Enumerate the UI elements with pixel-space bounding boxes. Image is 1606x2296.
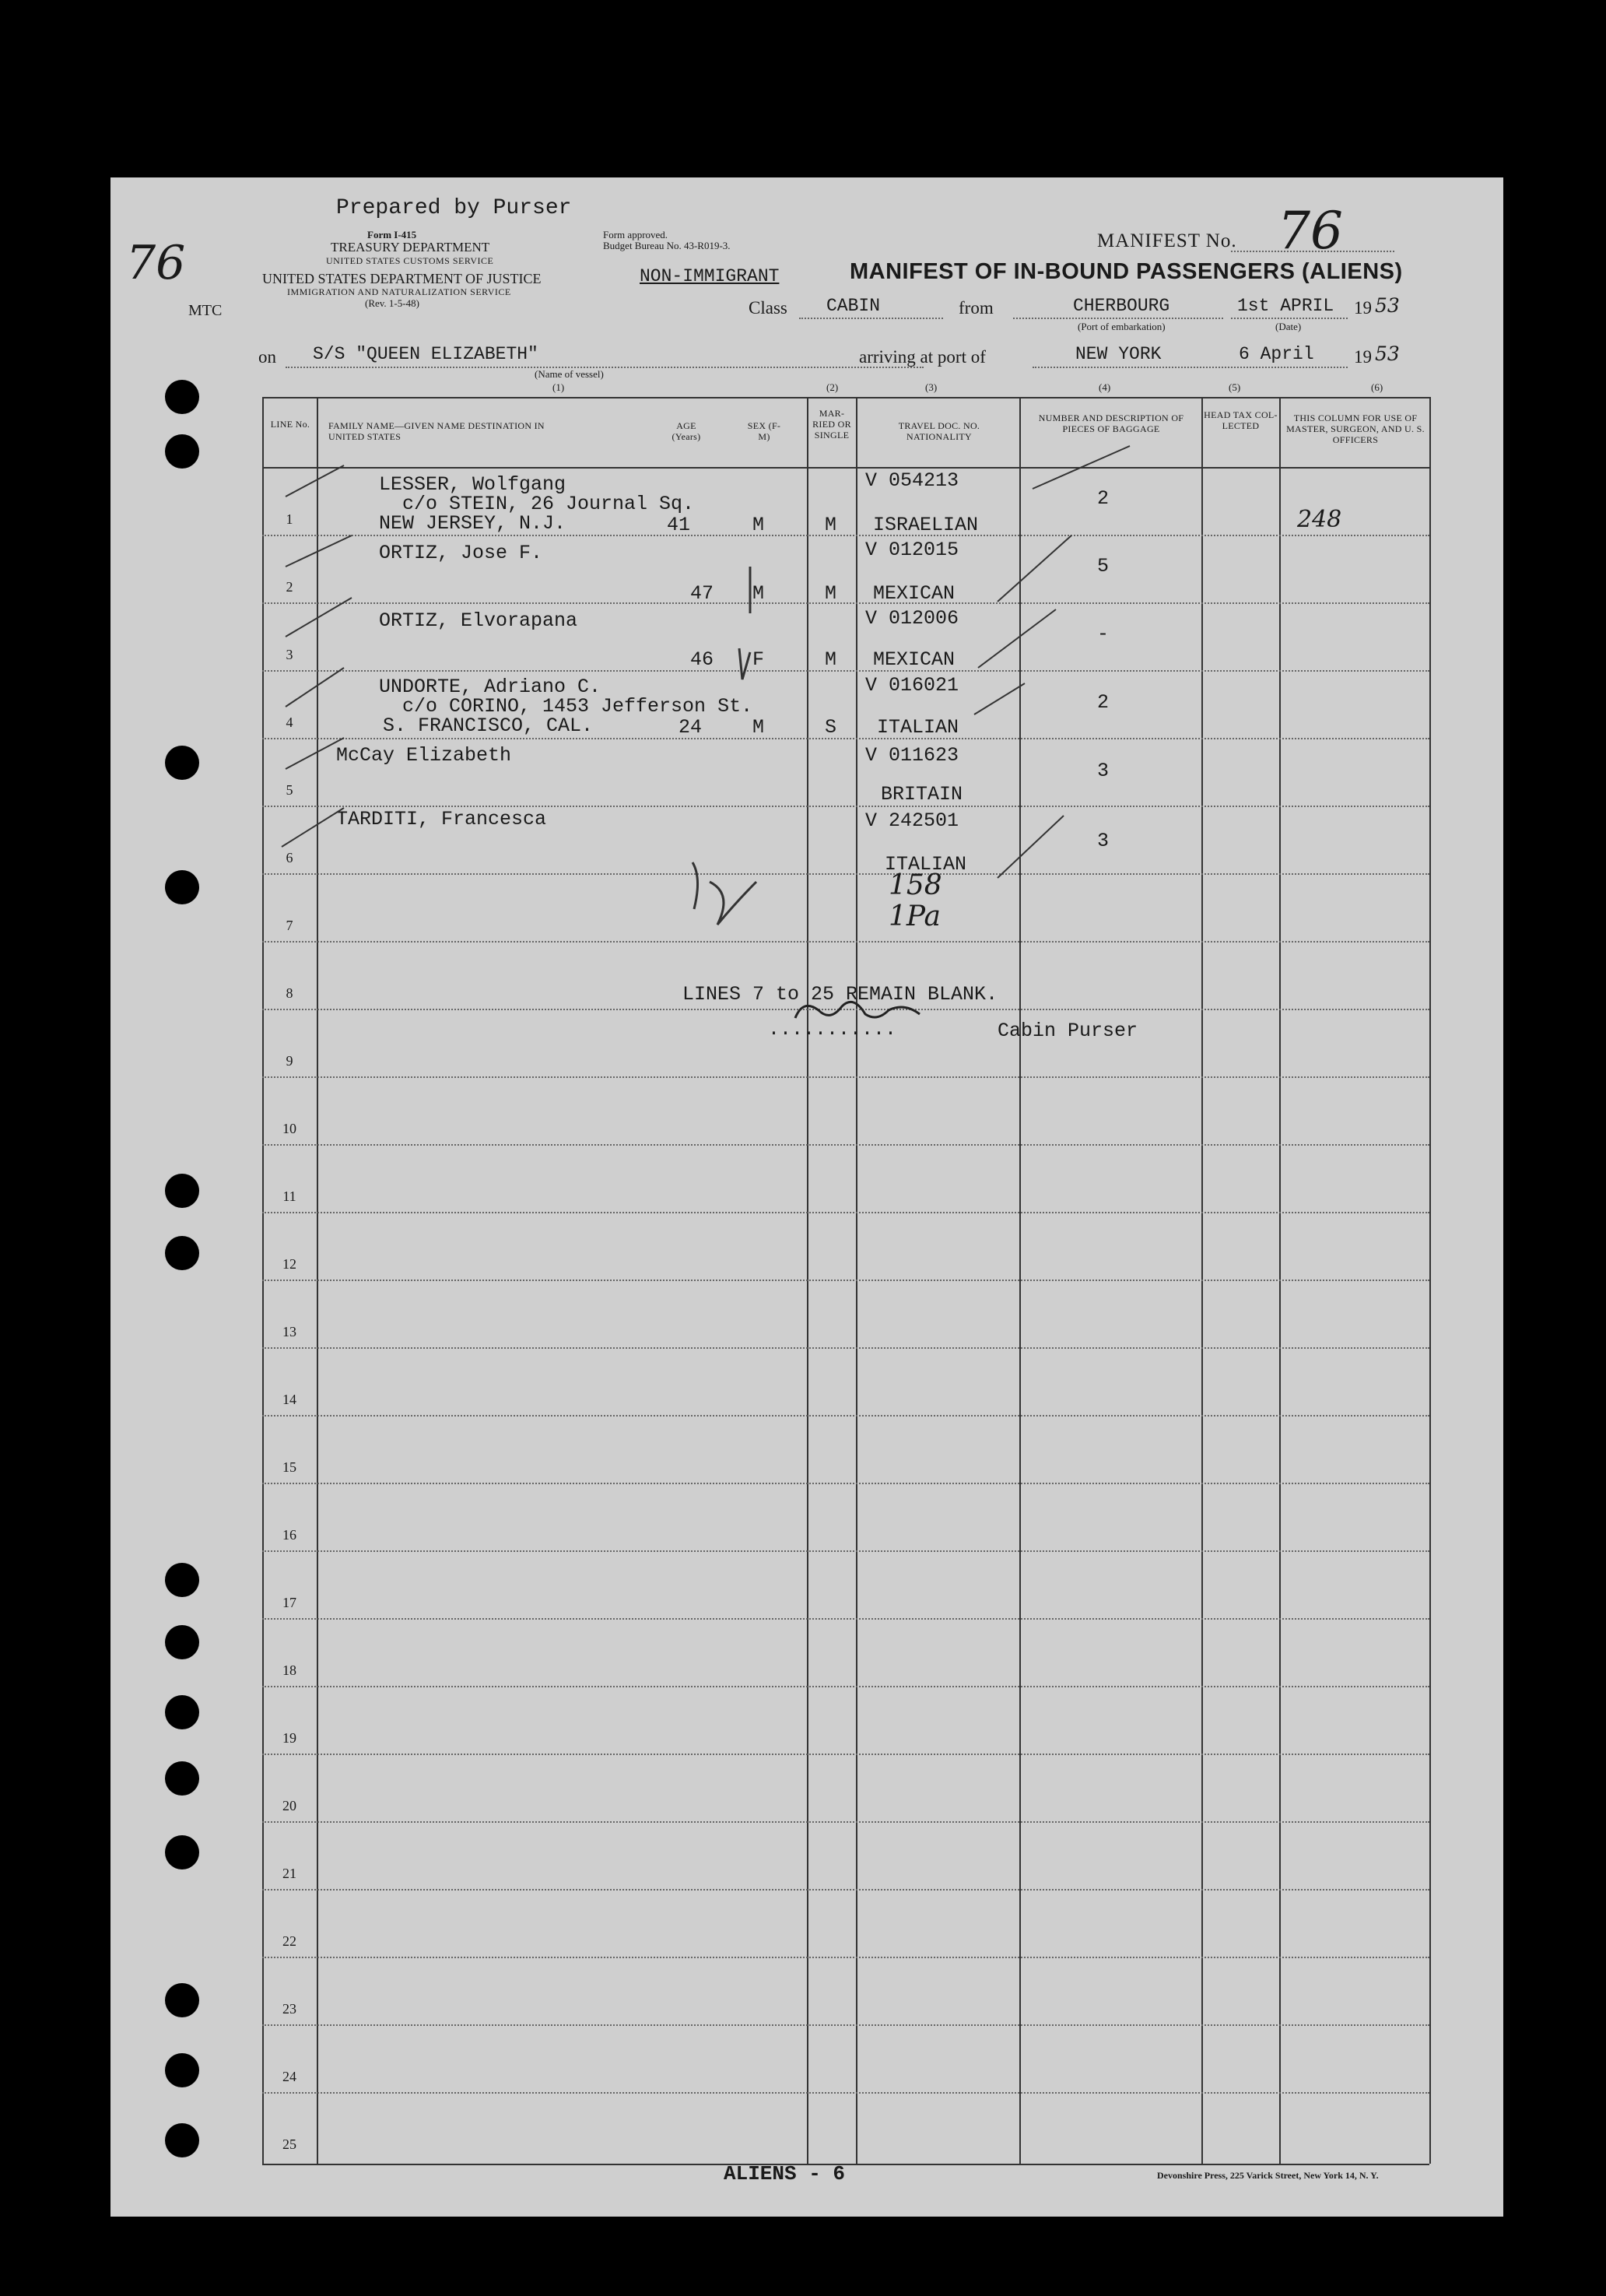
arriving-label: arriving at port of — [859, 347, 986, 367]
line-number: 25 — [282, 2136, 296, 2152]
nationality: MEXICAN — [873, 648, 956, 671]
row-rule — [262, 1618, 1429, 1620]
arrival-year: 53 — [1375, 342, 1400, 365]
passenger-sex: M — [752, 716, 765, 739]
footer-press: Devonshire Press, 225 Varick Street, New York 14, N. Y. — [1157, 2170, 1379, 2181]
non-immigrant-label: NON-IMMIGRANT — [640, 266, 780, 286]
line-number: 9 — [286, 1053, 293, 1069]
line-number: 13 — [282, 1324, 296, 1339]
column-number-6: (6) — [1371, 381, 1383, 393]
line-number: 17 — [282, 1595, 296, 1610]
revision-date: (Rev. 1-5-48) — [365, 297, 419, 309]
passenger-name: McCay Elizabeth — [336, 744, 512, 767]
row-rule — [262, 1212, 1429, 1213]
form-number: Form I-415 — [367, 229, 417, 240]
check-marks — [110, 177, 1503, 956]
manifest-page — [110, 177, 1503, 2217]
nationality: ITALIAN — [877, 716, 959, 739]
punch-hole — [165, 1174, 199, 1208]
row-rule — [262, 1144, 1429, 1146]
passenger-name: LESSER, Wolfgang — [379, 473, 566, 496]
from-label: from — [959, 298, 994, 318]
row-rule — [262, 1754, 1429, 1755]
purser-signature — [787, 991, 943, 1030]
year-value: 53 — [1375, 294, 1400, 317]
year-prefix: 19 — [1354, 298, 1372, 318]
baggage-count: - — [1097, 623, 1110, 645]
nationality: ISRAELIAN — [873, 514, 979, 536]
passenger-address: NEW JERSEY, N.J. — [379, 512, 566, 535]
line-number: 1 — [286, 511, 293, 527]
column-head-head-tax: HEAD TAX COL-LECTED — [1204, 409, 1278, 431]
passenger-sex: M — [752, 514, 765, 536]
passenger-age: 41 — [667, 514, 691, 536]
column-head-name: FAMILY NAME—GIVEN NAME DESTINATION IN UNITED STATES — [328, 420, 545, 442]
column-head-officers: THIS COLUMN FOR USE OF MASTER, SURGEON, AND U. S. OFFICERS — [1286, 413, 1425, 445]
ins-service: IMMIGRATION AND NATURALIZATION SERVICE — [287, 286, 511, 297]
travel-doc-number: V 012006 — [865, 607, 959, 630]
row-rule — [262, 2024, 1429, 2026]
remain-blank-note: LINES 7 to 25 REMAIN BLANK. — [682, 983, 998, 1006]
arrival-year-prefix: 19 — [1354, 347, 1372, 367]
on-label: on — [258, 347, 276, 367]
line-number: 2 — [286, 579, 293, 595]
line-number: 20 — [282, 1798, 296, 1813]
passenger-sex: F — [752, 648, 765, 671]
row-rule — [262, 1415, 1429, 1417]
form-approved: Form approved. — [603, 229, 668, 240]
travel-doc-number: V 011623 — [865, 744, 959, 767]
from-value: CHERBOURG — [1073, 296, 1170, 316]
line-number: 23 — [282, 2001, 296, 2017]
column-head-sex: SEX (F-M) — [747, 420, 781, 442]
punch-hole — [165, 1761, 199, 1796]
row-rule — [262, 1821, 1429, 1823]
punch-hole — [165, 1236, 199, 1270]
class-value: CABIN — [826, 296, 881, 316]
passenger-marital: M — [825, 582, 837, 605]
baggage-count: 2 — [1097, 691, 1110, 714]
manifest-title: MANIFEST OF IN-BOUND PASSENGERS (ALIENS) — [850, 259, 1403, 284]
row-rule — [262, 1889, 1429, 1891]
line-number: 10 — [282, 1121, 296, 1136]
nationality: MEXICAN — [873, 582, 956, 605]
passenger-address: c/o STEIN, 26 Journal Sq. — [402, 493, 695, 515]
row-rule — [262, 2164, 1429, 2165]
row-rule — [262, 1686, 1429, 1687]
baggage-count: 5 — [1097, 555, 1110, 578]
punch-hole — [165, 1835, 199, 1869]
nationality: BRITAIN — [881, 783, 963, 806]
line-number: 14 — [282, 1392, 296, 1407]
column-head-age: AGE (Years) — [672, 420, 701, 442]
manifest-number-label: MANIFEST No. — [1097, 230, 1237, 251]
row-rule — [262, 1957, 1429, 1958]
passenger-marital: M — [825, 648, 837, 671]
line-number: 24 — [282, 2069, 296, 2084]
margin-mtc-note: MTC — [188, 302, 223, 319]
travel-doc-number: V 054213 — [865, 469, 959, 492]
line-number: 4 — [286, 714, 293, 730]
arrival-date: 6 April — [1239, 344, 1314, 364]
departure-date: 1st APRIL — [1237, 296, 1334, 316]
column-number-5: (5) — [1229, 381, 1241, 393]
passenger-name: TARDITI, Francesca — [336, 808, 547, 830]
line-number: 15 — [282, 1459, 296, 1475]
passenger-name: ORTIZ, Elvorapana — [379, 609, 578, 632]
travel-doc-number: V 012015 — [865, 539, 959, 561]
footer-aliens: ALIENS - 6 — [724, 2162, 846, 2185]
passenger-marital: S — [825, 716, 837, 739]
punch-hole — [165, 2053, 199, 2087]
passenger-address: S. FRANCISCO, CAL. — [383, 714, 594, 737]
class-label: Class — [749, 298, 787, 318]
officer-note: 248 — [1297, 506, 1342, 533]
travel-doc-number: V 016021 — [865, 674, 959, 697]
baggage-count: 3 — [1097, 760, 1110, 782]
vessel-caption: (Name of vessel) — [535, 368, 604, 380]
row-rule — [262, 1280, 1429, 1281]
row-rule — [262, 1483, 1429, 1484]
row-rule — [262, 1347, 1429, 1349]
line-number: 12 — [282, 1256, 296, 1272]
passenger-name: UNDORTE, Adriano C. — [379, 676, 601, 698]
column-head-baggage: NUMBER AND DESCRIPTION OF PIECES OF BAGGAGE — [1038, 413, 1184, 434]
row-rule — [262, 1550, 1429, 1552]
stamp-note: 158 1Pa — [889, 869, 942, 932]
line-number: 6 — [286, 850, 293, 865]
prepared-by-purser: Prepared by Purser — [336, 196, 572, 220]
row-rule — [262, 2092, 1429, 2094]
column-number-2: (2) — [826, 381, 839, 393]
treasury-department: TREASURY DEPARTMENT — [331, 240, 490, 255]
margin-manifest-note: 76 — [126, 236, 186, 290]
purser-signature-leader: ........... — [768, 1018, 897, 1041]
column-head-line-no: LINE No. — [270, 419, 310, 430]
column-number-4: (4) — [1099, 381, 1111, 393]
punch-hole — [165, 1695, 199, 1729]
column-number-3: (3) — [925, 381, 938, 393]
passenger-age: 24 — [679, 716, 703, 739]
budget-bureau: Budget Bureau No. 43-R019-3. — [603, 240, 731, 251]
line-number: 22 — [282, 1933, 296, 1949]
column-head-travel-doc: TRAVEL DOC. NO. NATIONALITY — [898, 420, 980, 442]
passenger-sex: M — [752, 582, 765, 605]
passenger-name: ORTIZ, Jose F. — [379, 542, 543, 564]
baggage-count: 2 — [1097, 487, 1110, 510]
nationality: ITALIAN — [885, 853, 967, 876]
date-caption: (Date) — [1275, 321, 1302, 332]
line-number: 7 — [286, 918, 293, 933]
passenger-age: 46 — [690, 648, 714, 671]
department-of-justice: UNITED STATES DEPARTMENT OF JUSTICE — [262, 271, 542, 286]
column-head-married: MAR-RIED OR SINGLE — [812, 408, 851, 441]
punch-hole — [165, 1625, 199, 1659]
line-number: 8 — [286, 985, 293, 1001]
punch-hole — [165, 2123, 199, 2157]
port-embarkation-caption: (Port of embarkation) — [1078, 321, 1166, 332]
travel-doc-number: V 242501 — [865, 809, 959, 832]
punch-hole — [165, 1983, 199, 2017]
line-number: 3 — [286, 647, 293, 662]
vessel-name: S/S "QUEEN ELIZABETH" — [313, 344, 538, 364]
passenger-age: 47 — [690, 582, 714, 605]
line-number: 11 — [282, 1188, 296, 1204]
column-number-1: (1) — [552, 381, 565, 393]
manifest-number: 76 — [1278, 201, 1343, 261]
customs-service: UNITED STATES CUSTOMS SERVICE — [326, 255, 494, 266]
arrival-port: NEW YORK — [1075, 344, 1162, 364]
line-number: 5 — [286, 782, 293, 798]
line-number: 16 — [282, 1527, 296, 1543]
row-rule — [262, 1076, 1429, 1078]
baggage-count: 3 — [1097, 830, 1110, 852]
passenger-marital: M — [825, 514, 837, 536]
line-number: 21 — [282, 1866, 296, 1881]
passenger-address: c/o CORINO, 1453 Jefferson St. — [402, 695, 753, 718]
line-number: 19 — [282, 1730, 296, 1746]
punch-hole — [165, 1563, 199, 1597]
line-number: 18 — [282, 1662, 296, 1678]
purser-label: Cabin Purser — [998, 1020, 1138, 1042]
